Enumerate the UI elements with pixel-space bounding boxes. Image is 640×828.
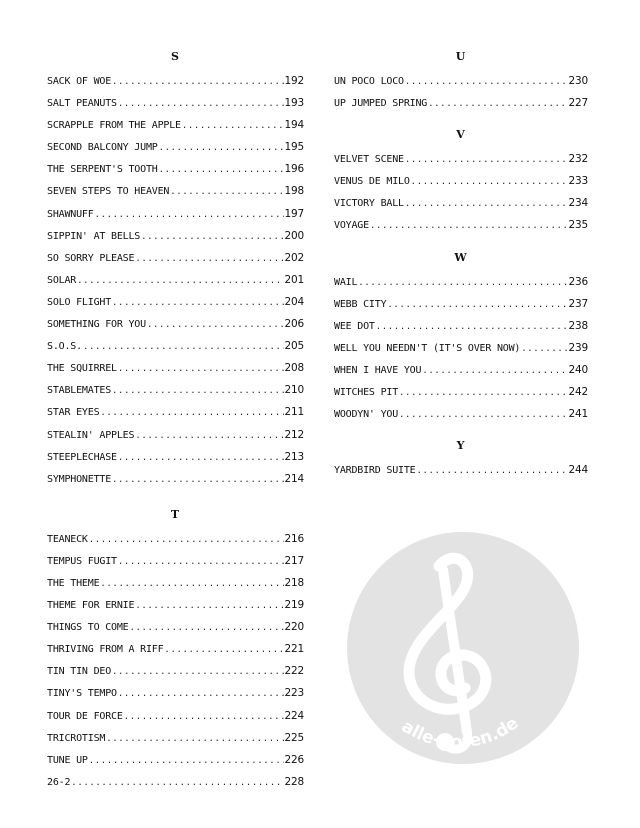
- entry-title: SIPPIN' AT BELLS: [47, 230, 141, 242]
- entry-page-number: 226: [284, 753, 304, 766]
- dot-leader: [370, 215, 568, 237]
- entry-title: SOLAR: [47, 274, 77, 286]
- dot-leader: [147, 314, 284, 336]
- entry-title: UN POCO LOCO: [334, 76, 404, 87]
- dot-leader: [422, 360, 567, 382]
- index-entry: [47, 291, 304, 313]
- index-entry: [47, 594, 304, 616]
- dot-leader: [387, 294, 567, 316]
- dot-leader: [95, 204, 284, 226]
- dot-leader: [182, 115, 284, 137]
- dot-leader: [89, 529, 284, 551]
- entry-title: SEVEN STEPS TO HEAVEN: [47, 186, 170, 198]
- dot-leader: [159, 159, 284, 181]
- index-entry: [47, 682, 304, 704]
- entry-title: S.O.S.: [47, 341, 82, 353]
- dot-leader: [376, 316, 568, 338]
- entry-title: SOMETHING FOR YOU: [47, 319, 146, 331]
- section-letter-y: Y: [456, 439, 466, 453]
- dot-leader: [411, 171, 568, 193]
- dot-leader: [130, 617, 284, 639]
- entry-page-number: 232: [568, 153, 588, 166]
- index-entry: [334, 293, 588, 315]
- index-entry: [47, 225, 304, 247]
- entry-page-number: 217: [284, 554, 304, 567]
- entry-title: WEBB CITY: [334, 298, 387, 310]
- index-entry: [47, 136, 304, 158]
- entry-title: THINGS TO COME: [47, 622, 129, 634]
- entries-t: [47, 528, 304, 793]
- index-entry: [47, 335, 304, 357]
- dot-leader: [405, 71, 568, 93]
- index-entry: [47, 313, 304, 335]
- entry-title: STAR EYES: [47, 407, 100, 419]
- watermark: [347, 532, 579, 764]
- entry-title: 26-2: [47, 776, 71, 788]
- entry-page-number: 195: [284, 141, 304, 154]
- entry-page-number: 205: [284, 340, 304, 353]
- dot-leader: [159, 137, 284, 159]
- entry-title: VICTORY BALL: [334, 198, 404, 210]
- entry-page-number: 242: [568, 386, 588, 399]
- entry-title: SO SORRY PLEASE: [47, 252, 135, 264]
- left-column: [47, 48, 304, 793]
- entry-title: UP JUMPED SPRING: [334, 98, 428, 110]
- entry-title: THE THEME: [47, 577, 100, 589]
- entry-page-number: 198: [284, 185, 304, 198]
- entry-title: STABLEMATES: [47, 385, 112, 397]
- entry-title: SHAWNUFF: [47, 208, 94, 220]
- entry-title: SECOND BALCONY JUMP: [47, 142, 158, 154]
- index-entry: [47, 446, 304, 468]
- entry-title: THEME FOR ERNIE: [47, 600, 135, 612]
- entry-title: THE SERPENT'S TOOTH: [47, 164, 158, 176]
- index-entry: [47, 401, 304, 423]
- entries-s: [47, 70, 304, 490]
- entry-page-number: 202: [284, 251, 304, 264]
- watermark-text: alle-noten.de: [397, 713, 523, 753]
- dot-leader: [164, 639, 283, 661]
- entry-title: VENUS DE MILO: [334, 176, 410, 188]
- dot-leader: [521, 338, 567, 360]
- entry-page-number: 210: [284, 384, 304, 397]
- index-entry: [47, 247, 304, 269]
- dot-leader: [135, 248, 283, 270]
- dot-leader: [71, 772, 283, 794]
- entries-u: [334, 70, 588, 114]
- entry-page-number: 220: [284, 621, 304, 634]
- entry-page-number: 196: [284, 163, 304, 176]
- entry-page-number: 212: [284, 428, 304, 441]
- entry-title: TINY'S TEMPO: [47, 688, 117, 700]
- index-entry: [47, 468, 304, 490]
- index-entry: [47, 70, 304, 92]
- dot-leader: [405, 149, 568, 171]
- entries-w: [334, 271, 588, 426]
- entries-y: [334, 459, 588, 481]
- index-entry: [47, 379, 304, 401]
- entry-title: SOLO FLIGHT: [47, 296, 112, 308]
- entry-title: TUNE UP: [47, 754, 88, 766]
- entry-page-number: 192: [284, 75, 304, 87]
- entry-title: YARDBIRD SUITE: [334, 465, 416, 477]
- index-entry: [47, 638, 304, 660]
- index-entry: [47, 771, 304, 793]
- index-entry: [47, 727, 304, 749]
- index-entry: [47, 660, 304, 682]
- entry-title: WELL YOU NEEDN'T (IT'S OVER NOW): [334, 342, 521, 354]
- entry-page-number: 222: [284, 665, 304, 678]
- section-u: [334, 48, 588, 114]
- section-y: [334, 437, 588, 481]
- dot-leader: [112, 292, 284, 314]
- right-column: [334, 48, 588, 481]
- entry-page-number: 206: [284, 318, 304, 331]
- entry-page-number: 240: [568, 363, 588, 376]
- section-letter-w: W: [454, 250, 468, 264]
- treble-clef-icon: [347, 532, 579, 764]
- index-entry: [334, 170, 588, 192]
- dot-leader: [112, 380, 284, 402]
- entry-page-number: 228: [284, 775, 304, 788]
- dot-leader: [118, 447, 284, 469]
- entry-page-number: 233: [568, 175, 588, 188]
- entry-page-number: 221: [284, 643, 304, 656]
- index-entry: [334, 459, 588, 481]
- index-entry: [334, 70, 588, 92]
- entry-page-number: 197: [284, 207, 304, 220]
- dot-leader: [399, 382, 568, 404]
- dot-leader: [405, 193, 568, 215]
- section-t: [47, 506, 304, 793]
- index-entry: [47, 357, 304, 379]
- index-entry: [334, 92, 588, 114]
- entry-page-number: 227: [568, 97, 588, 110]
- dot-leader: [417, 460, 568, 482]
- section-letter-v: V: [456, 128, 466, 142]
- entry-page-number: 218: [284, 576, 304, 589]
- entry-page-number: 216: [284, 532, 304, 545]
- entry-title: TIN TIN DEO: [47, 666, 112, 678]
- entry-page-number: 238: [568, 319, 588, 332]
- dot-leader: [118, 358, 284, 380]
- index-entry: [47, 203, 304, 225]
- index-entry: [47, 424, 304, 446]
- dot-leader: [100, 402, 283, 424]
- entry-title: SCRAPPLE FROM THE APPLE: [47, 120, 181, 132]
- index-entry: [334, 315, 588, 337]
- index-entry: [47, 749, 304, 771]
- entry-page-number: 237: [568, 297, 588, 310]
- entry-title: WAIL: [334, 276, 358, 288]
- dot-leader: [118, 683, 284, 705]
- entry-title: VELVET SCENE: [334, 154, 404, 166]
- dot-leader: [106, 728, 283, 750]
- entry-page-number: 200: [284, 229, 304, 242]
- index-entry: [334, 337, 588, 359]
- index-entry: [334, 359, 588, 381]
- entry-page-number: 236: [568, 275, 588, 288]
- dot-leader: [77, 270, 283, 292]
- entry-title: WEE DOT: [334, 320, 375, 332]
- entry-page-number: 241: [568, 408, 588, 421]
- entry-title: TRICROTISM: [47, 732, 106, 744]
- entry-page-number: 225: [284, 731, 304, 744]
- section-s: [47, 48, 304, 490]
- entry-page-number: 235: [568, 219, 588, 232]
- entry-title: WHEN I HAVE YOU: [334, 364, 422, 376]
- dot-leader: [399, 404, 568, 426]
- index-entry: [334, 381, 588, 403]
- index-entry: [47, 616, 304, 638]
- dot-leader: [112, 71, 284, 93]
- index-entry: [47, 572, 304, 594]
- dot-leader: [100, 573, 283, 595]
- index-entry: [47, 92, 304, 114]
- entry-page-number: 214: [284, 472, 304, 485]
- entry-title: TEANECK: [47, 533, 88, 545]
- entry-title: WITCHES PIT: [334, 387, 399, 399]
- section-letter-u: U: [455, 50, 467, 63]
- entry-title: STEALIN' APPLES: [47, 429, 135, 441]
- section-w: [334, 249, 588, 426]
- section-v: [334, 126, 588, 236]
- entry-page-number: 193: [284, 97, 304, 110]
- dot-leader: [358, 272, 567, 294]
- index-entry: [334, 214, 588, 236]
- entry-title: SACK OF WOE: [47, 76, 112, 87]
- index-entry: [334, 403, 588, 425]
- index-entry: [47, 269, 304, 291]
- entry-page-number: 211: [284, 406, 304, 419]
- entry-page-number: 201: [284, 273, 304, 286]
- dot-leader: [135, 595, 283, 617]
- index-entry: [47, 180, 304, 202]
- index-entry: [47, 705, 304, 727]
- entry-page-number: 230: [568, 75, 588, 87]
- index-entry: [47, 158, 304, 180]
- dot-leader: [89, 750, 284, 772]
- dot-leader: [135, 425, 283, 447]
- entry-page-number: 194: [284, 119, 304, 132]
- dot-leader: [118, 551, 284, 573]
- entry-title: WOODYN' YOU: [334, 409, 399, 421]
- entry-title: TOUR DE FORCE: [47, 710, 123, 722]
- dot-leader: [83, 336, 284, 358]
- entry-title: TEMPUS FUGIT: [47, 555, 117, 567]
- entry-page-number: 239: [568, 341, 588, 354]
- dot-leader: [141, 226, 283, 248]
- dot-leader: [428, 93, 567, 115]
- entry-page-number: 224: [284, 709, 304, 722]
- entry-page-number: 208: [284, 362, 304, 375]
- entry-page-number: 219: [284, 599, 304, 612]
- entry-title: SYMPHONETTE: [47, 473, 112, 485]
- index-entry: [47, 528, 304, 550]
- entry-title: STEEPLECHASE: [47, 451, 117, 463]
- section-letter-s: S: [171, 50, 180, 63]
- entry-page-number: 234: [568, 197, 588, 210]
- entry-page-number: 223: [284, 687, 304, 700]
- dot-leader: [124, 706, 284, 728]
- entry-page-number: 244: [568, 464, 588, 477]
- index-entry: [47, 114, 304, 136]
- index-entry: [47, 550, 304, 572]
- index-entry: [334, 271, 588, 293]
- index-entry: [334, 148, 588, 170]
- entry-title: THRIVING FROM A RIFF: [47, 644, 164, 656]
- index-entry: [334, 192, 588, 214]
- entry-page-number: 213: [284, 450, 304, 463]
- dot-leader: [112, 661, 284, 683]
- dot-leader: [170, 181, 283, 203]
- entry-title: SALT PEANUTS: [47, 98, 117, 110]
- dot-leader: [118, 93, 284, 115]
- entries-v: [334, 148, 588, 236]
- dot-leader: [112, 469, 284, 491]
- entry-title: THE SQUIRREL: [47, 363, 117, 375]
- entry-title: VOYAGE: [334, 220, 369, 232]
- section-letter-t: T: [170, 507, 181, 521]
- entry-page-number: 204: [284, 295, 304, 308]
